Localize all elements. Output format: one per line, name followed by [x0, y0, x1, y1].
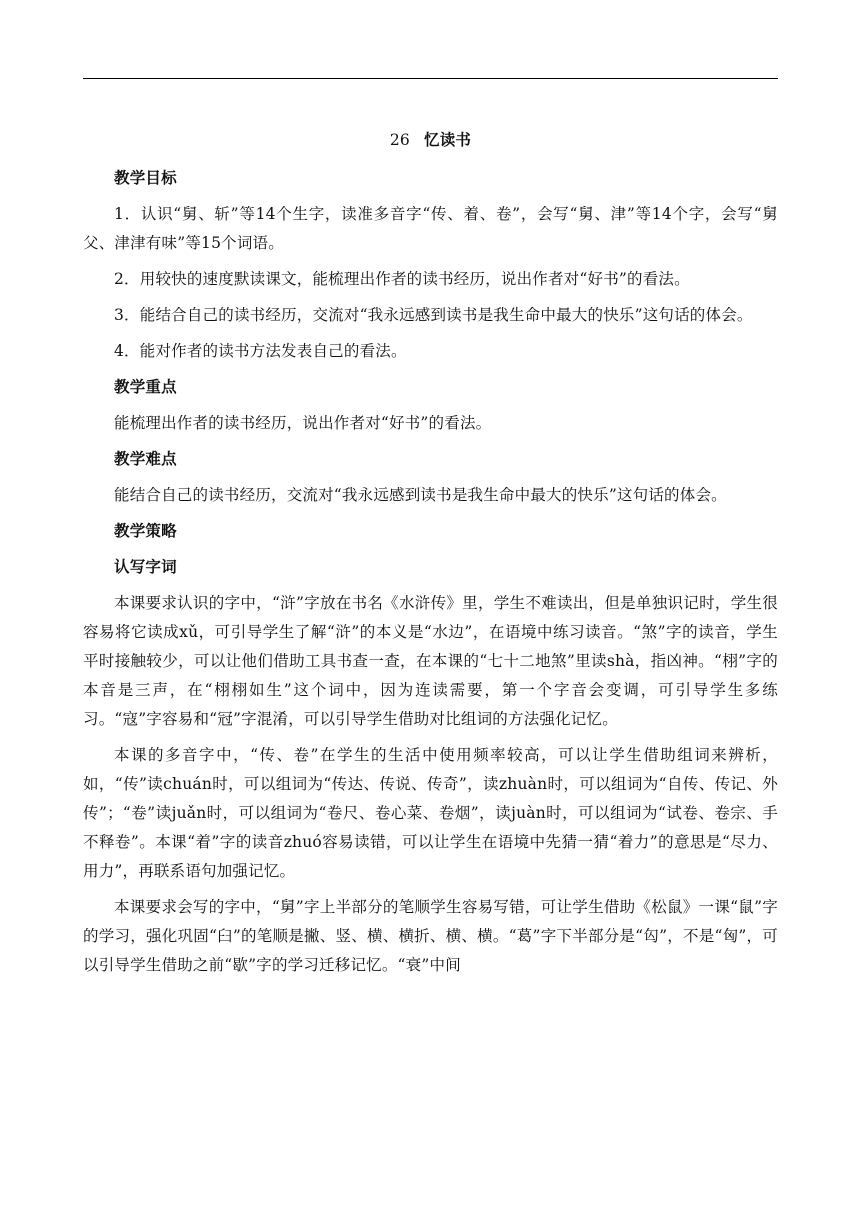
document-body [83, 126, 778, 987]
lesson-title [83, 126, 778, 155]
goal-item: 1．认识“舅、斩”等14个生字，读准多音字“传、着、卷”，会写“舅、津”等14个字，会写“舅父、津津有味”等15个词语。 [83, 205, 778, 252]
lesson-title-text: 忆读书 [424, 131, 472, 149]
difficulty-text: 能结合自己的读书经历，交流对“我永远感到读书是我生命中最大的快乐”这句话的体会。 [114, 486, 727, 504]
difficulty-heading: 教学难点 [114, 450, 177, 468]
words-paragraph: 本课要求会写的字中，“舅”字上半部分的笔顺学生容易写错，可让学生借助《松鼠》一课“鼠”字的学习，强化巩固“臼”的笔顺是撇、竖、横、横折、横、横。“葛”字下半部分是“匃”，不是“匈”，可以引导学生借助之前“歇”字的学习迁移记忆。“衰”中间 [83, 898, 778, 974]
strategy-heading: 教学策略 [114, 522, 177, 540]
key-points-heading: 教学重点 [114, 378, 177, 396]
words-paragraph: 本课要求认识的字中，“浒”字放在书名《水浒传》里，学生不难读出，但是单独识记时，学生很容易将它读成xǔ，可引导学生了解“浒”的本义是“水边”，在语境中练习读音。“煞”字的读音，学生平时接触较少，可以让他们借助工具书查一查，在本课的“七十二地煞”里读shà，指凶神。“栩”字的本音是三声，在“栩栩如生”这个词中，因为连读需要，第一个字音会变调，可引导学生多练习。“寇”字容易和“冠”字混淆，可以引导学生借助对比组词的方法强化记忆。 [83, 594, 778, 728]
goal-item: 4．能对作者的读书方法发表自己的看法。 [114, 342, 407, 360]
lesson-number: 26 [389, 131, 410, 149]
key-points-text: 能梳理出作者的读书经历，说出作者对“好书”的看法。 [114, 414, 492, 432]
words-paragraph: 本课的多音字中，“传、卷”在学生的生活中使用频率较高，可以让学生借助组词来辨析，如，“传”读chuán时，可以组词为“传达、传说、传奇”，读zhuàn时，可以组词为“自传、传记、外传”；“卷”读juǎn时，可以组词为“卷尺、卷心菜、卷烟”，读juàn时，可以组词为“试卷、卷宗、手不释卷”。本课“着”字的读音zhuó容易读错，可以让学生在语境中先猜一猜“着力”的意思是“尽力、用力”，再联系语句加强记忆。 [83, 746, 778, 880]
words-heading: 认写字词 [114, 558, 177, 576]
goal-item: 2．用较快的速度默读课文，能梳理出作者的读书经历，说出作者对“好书”的看法。 [114, 270, 690, 288]
goals-heading: 教学目标 [114, 169, 177, 187]
header-rule [83, 78, 778, 79]
goal-item: 3．能结合自己的读书经历，交流对“我永远感到读书是我生命中最大的快乐”这句话的体会。 [114, 306, 753, 324]
